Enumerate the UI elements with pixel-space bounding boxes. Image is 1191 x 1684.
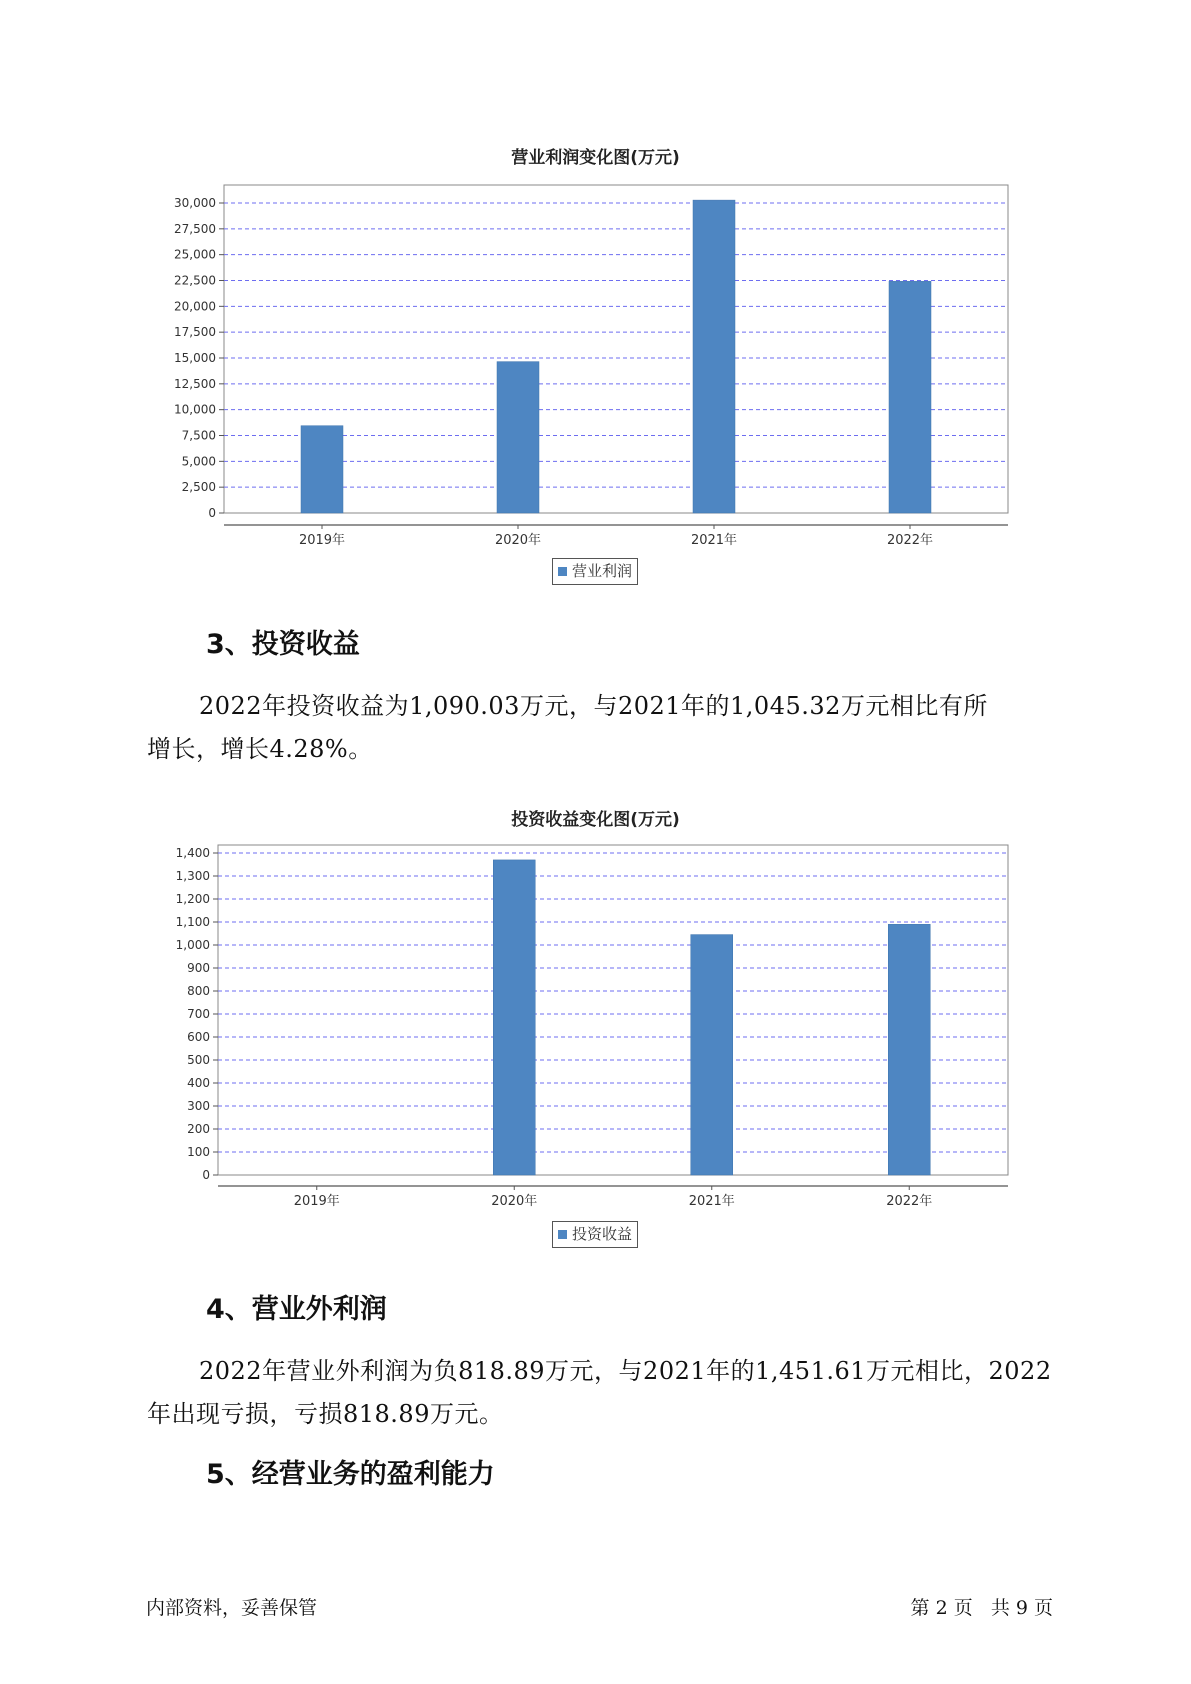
chart2-ytick-label: 700 bbox=[187, 1007, 210, 1021]
chart2-xtick-label: 2020年 bbox=[491, 1194, 538, 1209]
legend-swatch-icon bbox=[558, 1230, 567, 1239]
chart1-ytick-label: 5,000 bbox=[181, 454, 216, 469]
chart1-ytick-label: 0 bbox=[208, 506, 216, 520]
chart2-ytick-label: 100 bbox=[187, 1145, 210, 1159]
chart2-ytick-label: 800 bbox=[187, 984, 210, 998]
chart2-ytick-label: 400 bbox=[187, 1076, 210, 1090]
chart1-title: 营业利润变化图(万元) bbox=[511, 148, 680, 168]
chart1-ytick-label: 15,000 bbox=[174, 351, 216, 365]
chart2-ytick-label: 500 bbox=[187, 1053, 210, 1067]
investment-income-chart bbox=[0, 825, 1191, 1225]
section-5-heading: 5、经营业务的盈利能力 bbox=[206, 1459, 495, 1490]
chart2-xtick-label: 2022年 bbox=[886, 1194, 933, 1209]
chart2-ytick-label: 300 bbox=[187, 1099, 210, 1113]
chart2-ytick-label: 200 bbox=[187, 1122, 210, 1136]
operating-profit-chart bbox=[0, 160, 1191, 560]
legend-swatch-icon bbox=[558, 567, 567, 576]
chart1-ytick-label: 12,500 bbox=[174, 376, 216, 391]
section-3-paragraph bbox=[147, 685, 1083, 771]
section-3-line-2: 增长，增长4.28%。 bbox=[147, 735, 373, 763]
chart1-ytick-label: 17,500 bbox=[174, 325, 216, 340]
chart2-ytick-label: 1,300 bbox=[175, 869, 210, 883]
section-4-line-1: 2022年营业外利润为负818.89万元，与2021年的1,451.61万元相比，2022 bbox=[199, 1357, 1052, 1385]
chart2-ytick-label: 900 bbox=[187, 961, 210, 975]
chart2-ytick-label: 600 bbox=[187, 1030, 210, 1044]
chart2-xtick-label: 2021年 bbox=[688, 1194, 735, 1209]
chart2-xtick-label: 2019年 bbox=[293, 1194, 340, 1209]
section-4-paragraph bbox=[147, 1350, 1083, 1436]
chart1-bar bbox=[693, 200, 735, 513]
chart1-ytick-label: 10,000 bbox=[174, 402, 216, 417]
chart1-ytick-label: 2,500 bbox=[181, 480, 216, 495]
chart1-ytick-label: 22,500 bbox=[174, 273, 216, 288]
chart2-ytick-label: 1,200 bbox=[175, 892, 210, 906]
section-3-line-1: 2022年投资收益为1,090.03万元，与2021年的1,045.32万元相比有所 bbox=[199, 692, 988, 720]
chart2-ytick-label: 1,100 bbox=[175, 915, 210, 929]
chart2-legend-label: 投资收益 bbox=[572, 1225, 633, 1243]
chart2-bar bbox=[493, 860, 535, 1175]
footer-confidential-note: 内部资料，妥善保管 bbox=[146, 1597, 318, 1619]
chart2-ytick-label: 1,000 bbox=[175, 938, 210, 952]
chart1-bar bbox=[301, 426, 343, 513]
chart1-bar bbox=[889, 281, 931, 513]
chart1-legend-label: 营业利润 bbox=[572, 562, 633, 580]
chart1-ytick-label: 27,500 bbox=[174, 221, 216, 236]
chart2-ytick-label: 1,400 bbox=[175, 846, 210, 860]
chart1-bar bbox=[497, 362, 539, 513]
chart1-xtick-label: 2019年 bbox=[298, 533, 346, 548]
chart1-ytick-label: 25,000 bbox=[174, 247, 216, 262]
chart1-legend bbox=[552, 558, 638, 585]
chart1-xtick-label: 2021年 bbox=[690, 533, 738, 548]
chart2-ytick-label: 0 bbox=[202, 1168, 210, 1182]
chart1-xtick-label: 2020年 bbox=[494, 533, 542, 548]
chart1-ytick-label: 7,500 bbox=[181, 428, 216, 443]
section-3-heading: 3、投资收益 bbox=[206, 629, 360, 660]
chart2-title: 投资收益变化图(万元) bbox=[511, 810, 680, 830]
chart1-xtick-label: 2022年 bbox=[886, 533, 934, 548]
chart1-ytick-label: 20,000 bbox=[174, 299, 216, 314]
footer-page-number: 第 2 页 共 9 页 bbox=[910, 1597, 1053, 1619]
chart1-ytick-label: 30,000 bbox=[174, 196, 216, 210]
chart2-legend bbox=[552, 1221, 638, 1248]
chart2-bar bbox=[888, 924, 930, 1175]
section-4-heading: 4、营业外利润 bbox=[206, 1294, 387, 1325]
section-4-line-2: 年出现亏损，亏损818.89万元。 bbox=[147, 1400, 504, 1428]
chart2-bar bbox=[691, 935, 733, 1175]
